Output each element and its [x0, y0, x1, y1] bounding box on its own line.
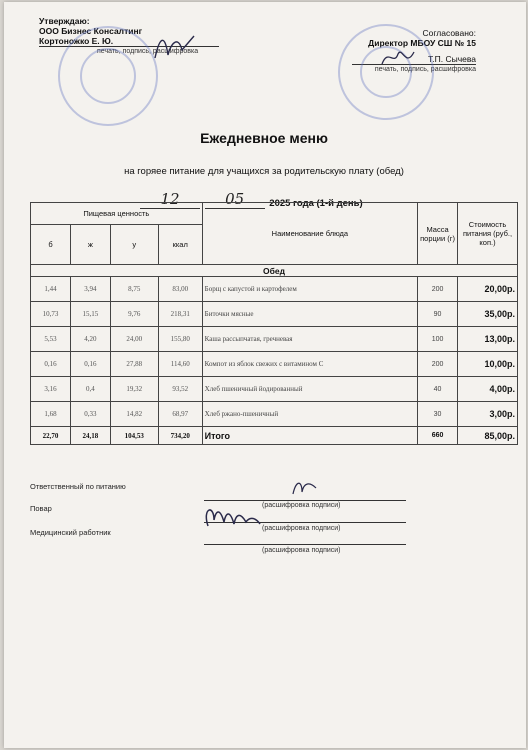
total-label: Итого	[202, 427, 417, 445]
header-kcal: ккал	[158, 225, 202, 265]
cell-mass: 40	[418, 377, 458, 402]
table-row	[31, 302, 518, 327]
table-row	[31, 402, 518, 427]
section-title: Обед	[31, 265, 518, 277]
page-subtitle: на горяее питание для учащихся за родительскую плату (обед)	[124, 166, 404, 177]
cell-cost: 3,00р.	[458, 402, 518, 427]
cell-cost: 4,00р.	[458, 377, 518, 402]
footer-cook: Повар	[30, 504, 52, 513]
table-row	[31, 327, 518, 352]
approval-person: Кортоножко Е. Ю.	[39, 36, 219, 47]
total-cost: 85,00р.	[458, 427, 518, 445]
cell-kcal: 93,52	[158, 377, 202, 402]
cell-b: 0,16	[31, 352, 71, 377]
signature-line-3	[204, 544, 406, 545]
total-kcal: 734,20	[158, 427, 202, 445]
header-b: б	[31, 225, 71, 265]
table-row	[31, 352, 518, 377]
company-stamp-inner	[80, 48, 136, 104]
cell-kcal: 155,80	[158, 327, 202, 352]
menu-table	[30, 202, 518, 445]
cell-cost: 13,00р.	[458, 327, 518, 352]
table-row	[31, 377, 518, 402]
footer-medic: Медицинский работник	[30, 528, 111, 537]
approval-org: ООО Бизнес Консалтинг	[39, 26, 143, 36]
table-row	[31, 277, 518, 302]
agreement-signature	[378, 44, 418, 72]
date-month: 05	[225, 190, 245, 208]
footer-hint-2: (расшифровка подписи)	[262, 525, 341, 532]
page-title: Ежедневное меню	[200, 130, 328, 146]
cell-cost: 35,00р.	[458, 302, 518, 327]
cell-dish: Борщ с капустой и картофелем	[202, 277, 417, 302]
cell-u: 24,00	[110, 327, 158, 352]
header-nutrition: Пищевая ценность	[31, 203, 203, 225]
cell-u: 14,82	[110, 402, 158, 427]
header-cost: Стоимость питания (руб., коп.)	[458, 203, 518, 265]
cell-zh: 4,20	[70, 327, 110, 352]
cell-u: 8,75	[110, 277, 158, 302]
cell-b: 3,16	[31, 377, 71, 402]
cell-dish: Хлеб пшеничный йодированный	[202, 377, 417, 402]
agreement-org: Директор МБОУ СШ № 15	[368, 38, 476, 48]
date-day: 12	[160, 190, 180, 208]
cell-cost: 20,00р.	[458, 277, 518, 302]
responsible-signature	[290, 476, 320, 498]
total-u: 104,53	[110, 427, 158, 445]
approval-hint: печать, подпись, расшифровка	[97, 48, 199, 55]
cell-zh: 0,16	[70, 352, 110, 377]
total-row	[31, 427, 518, 445]
cook-signature	[200, 500, 264, 534]
cell-dish: Каша рассыпчатая, гречневая	[202, 327, 417, 352]
cell-mass: 200	[418, 277, 458, 302]
footer-hint-1: (расшифровка подписи)	[262, 502, 341, 509]
cell-kcal: 68,97	[158, 402, 202, 427]
cell-zh: 0,33	[70, 402, 110, 427]
agreement-person: Т.П. Сычева	[352, 48, 476, 65]
cell-u: 27,88	[110, 352, 158, 377]
date-suffix: 2025 года (1-й день)	[269, 198, 363, 209]
cell-b: 1,68	[31, 402, 71, 427]
cell-zh: 0,4	[70, 377, 110, 402]
cell-mass: 200	[418, 352, 458, 377]
footer-responsible: Ответственный по питанию	[30, 482, 126, 491]
cell-mass: 30	[418, 402, 458, 427]
footer-hint-3: (расшифровка подписи)	[262, 547, 341, 554]
cell-u: 9,76	[110, 302, 158, 327]
cell-b: 10,73	[31, 302, 71, 327]
cell-zh: 15,15	[70, 302, 110, 327]
header-u: у	[110, 225, 158, 265]
total-zh: 24,18	[70, 427, 110, 445]
cell-dish: Компот из яблок свежих с витамином С	[202, 352, 417, 377]
approval-label: Утверждаю:	[39, 16, 90, 26]
cell-mass: 100	[418, 327, 458, 352]
agreement-hint: печать, подпись, расшифровка	[374, 66, 476, 73]
total-mass: 660	[418, 427, 458, 445]
cell-u: 19,32	[110, 377, 158, 402]
cell-b: 5,53	[31, 327, 71, 352]
approval-signature	[150, 30, 200, 62]
cell-b: 1,44	[31, 277, 71, 302]
cell-cost: 10,00р.	[458, 352, 518, 377]
header-mass: Масса порции (г)	[418, 203, 458, 265]
header-dish: Наименование блюда	[202, 203, 417, 265]
cell-kcal: 114,60	[158, 352, 202, 377]
header-zh: ж	[70, 225, 110, 265]
cell-dish: Биточки мясные	[202, 302, 417, 327]
cell-dish: Хлеб ржано-пшеничный	[202, 402, 417, 427]
cell-zh: 3,94	[70, 277, 110, 302]
agreement-label: Согласовано:	[422, 28, 476, 38]
cell-kcal: 218,31	[158, 302, 202, 327]
cell-kcal: 83,00	[158, 277, 202, 302]
cell-mass: 90	[418, 302, 458, 327]
total-b: 22,70	[31, 427, 71, 445]
